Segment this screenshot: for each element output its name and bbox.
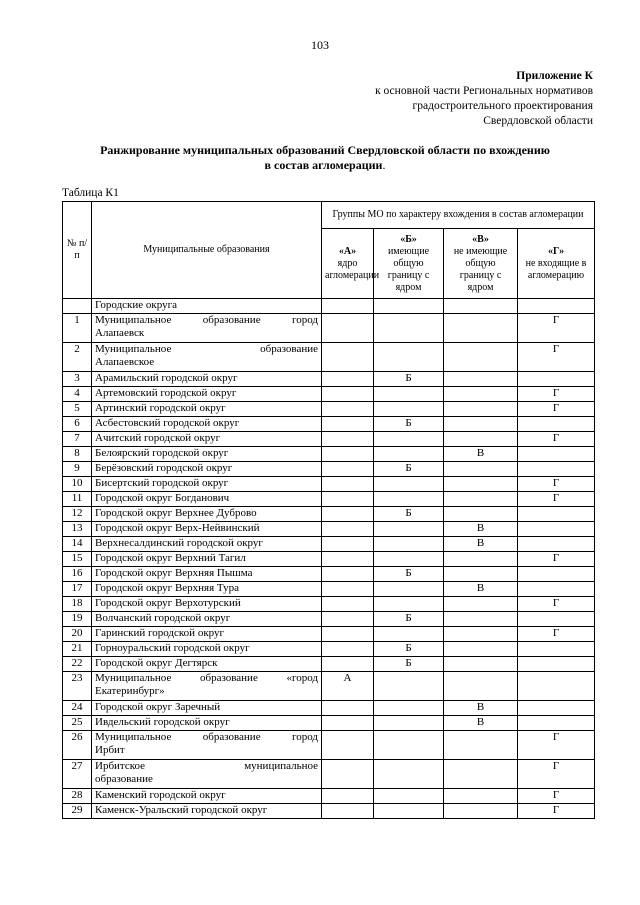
group-v-mark: В <box>444 716 518 731</box>
group-g-mark <box>518 642 595 657</box>
municipality-name-line: Алапаевское <box>95 356 155 368</box>
group-g-mark: Г <box>518 760 595 789</box>
group-b-mark <box>374 537 444 552</box>
group-b-mark <box>374 432 444 447</box>
group-v-mark <box>444 657 518 672</box>
appendix-line: Свердловской области <box>483 115 593 127</box>
group-a-mark <box>322 432 374 447</box>
municipality-name-line: Асбестовский городской округ <box>95 417 240 429</box>
municipality-name-line: Белоярский городской округ <box>95 447 229 459</box>
row-number: 4 <box>63 387 92 402</box>
municipality-name <box>92 789 322 804</box>
municipality-name-line: Горноуральский городской округ <box>95 642 250 654</box>
group-b-mark <box>374 477 444 492</box>
municipality-name <box>92 417 322 432</box>
row-number: 2 <box>63 343 92 372</box>
group-v-mark <box>444 731 518 760</box>
group-g-mark <box>518 716 595 731</box>
appendix-line: градостроительного проектирования <box>412 100 593 112</box>
document-title-line: Ранжирование муниципальных образований Свердловской области по вхождению <box>100 143 550 157</box>
municipality-name-line: Муниципальное образование «город <box>95 672 318 684</box>
table-row <box>63 597 595 612</box>
group-b-mark <box>374 343 444 372</box>
row-number: 28 <box>63 789 92 804</box>
table-row <box>63 462 595 477</box>
municipality-name-line: Городской округ Богданович <box>95 492 230 504</box>
municipality-name-line: Ачитский городской округ <box>95 432 221 444</box>
document-title-line <box>60 158 590 173</box>
group-a-mark <box>322 804 374 819</box>
municipality-name-line: Муниципальное образование город <box>95 731 318 743</box>
group-b-mark <box>374 402 444 417</box>
group-b-mark <box>374 731 444 760</box>
table-row <box>63 804 595 819</box>
document-title-tail: . <box>382 158 386 172</box>
group-v-mark <box>444 492 518 507</box>
row-number: 11 <box>63 492 92 507</box>
group-b-mark <box>374 760 444 789</box>
table-row <box>63 537 595 552</box>
municipality-name-line: Городской округ Верхняя Пышма <box>95 567 253 579</box>
group-g-mark: Г <box>518 552 595 567</box>
group-a-mark <box>322 402 374 417</box>
appendix-title: Приложение К <box>516 70 593 82</box>
group-v-mark <box>444 462 518 477</box>
group-b-mark: Б <box>374 372 444 387</box>
group-g-mark <box>518 417 595 432</box>
municipality-name-line: Городской округ Верхняя Тура <box>95 582 239 594</box>
group-a-mark <box>322 627 374 642</box>
group-a-mark <box>322 537 374 552</box>
table-row <box>63 387 595 402</box>
municipality-name <box>92 314 322 343</box>
group-g-mark <box>518 462 595 477</box>
group-b-mark: Б <box>374 462 444 477</box>
group-b-mark: Б <box>374 567 444 582</box>
table-row <box>63 701 595 716</box>
group-g-mark <box>518 657 595 672</box>
group-b-mark: Б <box>374 417 444 432</box>
group-b-mark <box>374 701 444 716</box>
row-number: 20 <box>63 627 92 642</box>
row-number: 14 <box>63 537 92 552</box>
appendix-line: к основной части Региональных нормативов <box>375 85 593 97</box>
municipality-name <box>92 642 322 657</box>
municipality-name <box>92 760 322 789</box>
table-row <box>63 716 595 731</box>
group-a-mark <box>322 387 374 402</box>
appendix-block <box>375 69 593 129</box>
group-v-mark <box>444 612 518 627</box>
municipality-name <box>92 716 322 731</box>
row-number: 29 <box>63 804 92 819</box>
row-number: 23 <box>63 672 92 701</box>
group-v-mark <box>444 477 518 492</box>
municipality-name-line: Городской округ Верхний Тагил <box>95 552 246 564</box>
group-b-mark <box>374 672 444 701</box>
group-b-mark <box>374 582 444 597</box>
municipality-name-line: Городской округ Дегтярск <box>95 657 218 669</box>
group-a-mark <box>322 597 374 612</box>
municipality-name <box>92 804 322 819</box>
row-number: 9 <box>63 462 92 477</box>
group-v-mark <box>444 314 518 343</box>
group-b-mark <box>374 387 444 402</box>
table-row <box>63 612 595 627</box>
table-row <box>63 789 595 804</box>
group-a-mark <box>322 477 374 492</box>
group-v-mark <box>444 552 518 567</box>
table-row <box>63 567 595 582</box>
row-number: 19 <box>63 612 92 627</box>
group-v-mark <box>444 372 518 387</box>
row-number: 17 <box>63 582 92 597</box>
table-row <box>63 402 595 417</box>
row-number: 7 <box>63 432 92 447</box>
municipality-name-line: Ирбитское муниципальное <box>95 760 318 772</box>
group-g-mark: Г <box>518 731 595 760</box>
municipality-name <box>92 343 322 372</box>
table-row <box>63 432 595 447</box>
group-v-mark <box>444 789 518 804</box>
table-row <box>63 507 595 522</box>
municipality-name <box>92 672 322 701</box>
group-a-mark <box>322 372 374 387</box>
header-group-g-label: «Г» <box>547 245 565 257</box>
group-a-mark <box>322 343 374 372</box>
group-b-mark <box>374 716 444 731</box>
header-group-b-desc: имеющие общую границу с ядром <box>387 245 430 293</box>
municipality-name-line: образование <box>95 773 153 785</box>
municipality-name-line: Бисертский городской округ <box>95 477 229 489</box>
header-group-g <box>518 229 595 299</box>
row-number: 24 <box>63 701 92 716</box>
document-title-line2: в состав агломерации <box>264 158 383 172</box>
header-group-a-label: «А» <box>338 245 357 257</box>
group-b-mark <box>374 447 444 462</box>
header-group-v-desc: не имеющие общую границу с ядром <box>453 245 508 293</box>
row-number: 16 <box>63 567 92 582</box>
group-v-mark <box>444 343 518 372</box>
header-num: № п/п <box>63 202 92 299</box>
row-number: 27 <box>63 760 92 789</box>
municipality-name <box>92 537 322 552</box>
municipality-name-line: Волчанский городской округ <box>95 612 231 624</box>
group-b-mark <box>374 597 444 612</box>
group-g-mark: Г <box>518 492 595 507</box>
header-group-b-label: «Б» <box>400 233 417 245</box>
municipality-name-line: Городской округ Верхотурский <box>95 597 241 609</box>
table-row <box>63 552 595 567</box>
municipality-name <box>92 432 322 447</box>
municipality-name-line: Гаринский городской округ <box>95 627 225 639</box>
municipality-name-line: Муниципальное образование <box>95 343 318 355</box>
header-group-a-desc: ядро агломерации <box>325 257 380 281</box>
group-g-mark <box>518 582 595 597</box>
group-a-mark <box>322 314 374 343</box>
municipality-name-line: Арамильский городской округ <box>95 372 238 384</box>
group-a-mark <box>322 567 374 582</box>
row-number: 6 <box>63 417 92 432</box>
group-v-mark <box>444 627 518 642</box>
table-row <box>63 627 595 642</box>
group-g-mark <box>518 522 595 537</box>
row-number: 21 <box>63 642 92 657</box>
group-g-mark <box>518 701 595 716</box>
municipality-name <box>92 567 322 582</box>
municipality-name-line: Ивдельский городской округ <box>95 716 230 728</box>
table-row <box>63 760 595 789</box>
header-group-v-label: «В» <box>472 233 489 245</box>
municipality-name-line: Берёзовский городской округ <box>95 462 233 474</box>
group-v-mark <box>444 804 518 819</box>
municipality-name <box>92 701 322 716</box>
table-row <box>63 582 595 597</box>
group-v-mark <box>444 567 518 582</box>
row-number: 10 <box>63 477 92 492</box>
document-title <box>60 143 590 173</box>
municipality-name <box>92 597 322 612</box>
table-caption: Таблица К1 <box>62 187 119 199</box>
group-g-mark <box>518 672 595 701</box>
page-number: 103 <box>311 38 329 52</box>
group-g-mark: Г <box>518 343 595 372</box>
table-row <box>63 492 595 507</box>
municipality-name-line: Городской округ Заречный <box>95 701 221 713</box>
row-number: 22 <box>63 657 92 672</box>
municipality-name-line: Екатеринбург» <box>95 685 165 697</box>
header-groups: Группы МО по характеру вхождения в состав агломерации <box>322 202 595 229</box>
municipality-name <box>92 507 322 522</box>
group-v-mark <box>444 760 518 789</box>
header-name: Муниципальные образования <box>92 202 322 299</box>
group-a-mark <box>322 612 374 627</box>
group-g-mark: Г <box>518 432 595 447</box>
group-v-mark <box>444 432 518 447</box>
group-v-mark <box>444 417 518 432</box>
row-number: 12 <box>63 507 92 522</box>
group-a-mark <box>322 642 374 657</box>
group-a-mark <box>322 492 374 507</box>
municipality-name-line: Муниципальное образование город <box>95 314 318 326</box>
table-row <box>63 314 595 343</box>
group-a-mark <box>322 522 374 537</box>
group-a-mark <box>322 507 374 522</box>
group-g-mark: Г <box>518 402 595 417</box>
group-a-mark <box>322 552 374 567</box>
group-g-mark: Г <box>518 314 595 343</box>
group-a-mark <box>322 447 374 462</box>
group-b-mark <box>374 789 444 804</box>
municipality-name-line: Ирбит <box>95 744 125 756</box>
group-g-mark <box>518 567 595 582</box>
group-b-mark: Б <box>374 642 444 657</box>
municipality-name-line: Городской округ Верхнее Дуброво <box>95 507 257 519</box>
group-b-mark <box>374 804 444 819</box>
group-b-mark <box>374 314 444 343</box>
municipality-name <box>92 522 322 537</box>
row-number: 13 <box>63 522 92 537</box>
municipality-name <box>92 462 322 477</box>
group-b-mark <box>374 492 444 507</box>
header-group-b <box>374 229 444 299</box>
group-v-mark: В <box>444 537 518 552</box>
row-number: 1 <box>63 314 92 343</box>
group-g-mark <box>518 447 595 462</box>
group-v-mark: В <box>444 522 518 537</box>
group-g-mark: Г <box>518 804 595 819</box>
municipality-name-line: Алапаевск <box>95 327 145 339</box>
row-number: 8 <box>63 447 92 462</box>
table-row <box>63 657 595 672</box>
row-number: 15 <box>63 552 92 567</box>
row-number: 18 <box>63 597 92 612</box>
municipality-name <box>92 552 322 567</box>
municipality-name <box>92 657 322 672</box>
group-b-mark <box>374 522 444 537</box>
group-a-mark <box>322 701 374 716</box>
municipality-name <box>92 627 322 642</box>
row-number: 26 <box>63 731 92 760</box>
group-a-mark <box>322 582 374 597</box>
group-v-mark: В <box>444 447 518 462</box>
header-group-v <box>444 229 518 299</box>
group-b-mark: Б <box>374 507 444 522</box>
municipality-name-line: Городской округ Верх-Нейвинский <box>95 522 260 534</box>
group-g-mark: Г <box>518 477 595 492</box>
group-v-mark <box>444 672 518 701</box>
municipality-name <box>92 372 322 387</box>
municipality-name-line: Верхнесалдинский городской округ <box>95 537 263 549</box>
group-a-mark <box>322 731 374 760</box>
group-g-mark <box>518 612 595 627</box>
municipality-name <box>92 402 322 417</box>
table-row <box>63 642 595 657</box>
table-row <box>63 447 595 462</box>
group-g-mark <box>518 372 595 387</box>
group-g-mark: Г <box>518 627 595 642</box>
group-a-mark <box>322 716 374 731</box>
group-b-mark: Б <box>374 612 444 627</box>
municipality-name <box>92 612 322 627</box>
row-number: 5 <box>63 402 92 417</box>
header-group-g-desc: не входящие в агломерацию <box>525 257 587 281</box>
group-a-mark <box>322 417 374 432</box>
municipality-name-line: Артинский городской округ <box>95 402 226 414</box>
municipality-name <box>92 447 322 462</box>
group-v-mark <box>444 597 518 612</box>
ranking-table <box>62 201 595 819</box>
table-row <box>63 731 595 760</box>
group-a-mark <box>322 760 374 789</box>
group-v-mark: В <box>444 582 518 597</box>
section-row <box>63 299 595 314</box>
section-label: Городские округа <box>92 299 322 314</box>
row-number: 3 <box>63 372 92 387</box>
group-v-mark: В <box>444 701 518 716</box>
group-b-mark <box>374 552 444 567</box>
group-v-mark <box>444 402 518 417</box>
municipality-name-line: Каменский городской округ <box>95 789 226 801</box>
table-row <box>63 417 595 432</box>
group-b-mark: Б <box>374 657 444 672</box>
municipality-name <box>92 477 322 492</box>
table-row <box>63 343 595 372</box>
row-number: 25 <box>63 716 92 731</box>
table-row <box>63 522 595 537</box>
municipality-name-line: Артемовский городской округ <box>95 387 237 399</box>
table-row <box>63 672 595 701</box>
group-a-mark <box>322 657 374 672</box>
municipality-name <box>92 731 322 760</box>
municipality-name <box>92 387 322 402</box>
group-v-mark <box>444 642 518 657</box>
table-row <box>63 477 595 492</box>
group-g-mark: Г <box>518 789 595 804</box>
group-a-mark <box>322 462 374 477</box>
header-group-a <box>322 229 380 299</box>
municipality-name <box>92 492 322 507</box>
group-g-mark: Г <box>518 387 595 402</box>
group-g-mark: Г <box>518 597 595 612</box>
group-v-mark <box>444 507 518 522</box>
group-a-mark: А <box>322 672 374 701</box>
municipality-name <box>92 582 322 597</box>
municipality-name-line: Каменск-Уральский городской округ <box>95 804 268 816</box>
table-row <box>63 372 595 387</box>
group-g-mark <box>518 537 595 552</box>
group-g-mark <box>518 507 595 522</box>
group-b-mark <box>374 627 444 642</box>
group-v-mark <box>444 387 518 402</box>
group-a-mark <box>322 789 374 804</box>
